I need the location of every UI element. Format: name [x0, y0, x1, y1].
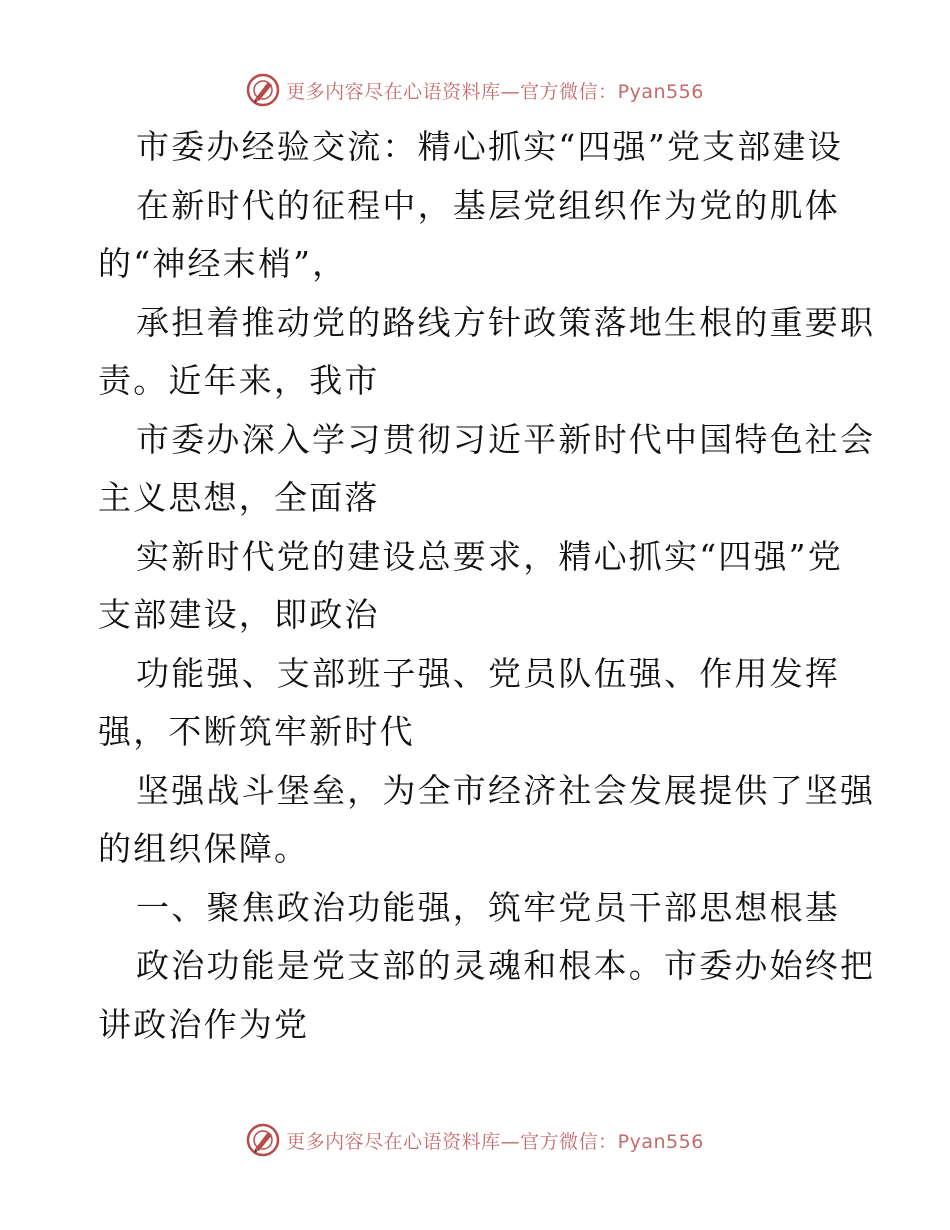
watermark-banner-top [0, 70, 950, 110]
document-line: 市委办经验交流：精心抓实“四强”党支部建设 [136, 127, 843, 166]
document-line: 实新时代党的建设总要求，精心抓实“四强”党 [136, 536, 843, 576]
document-line: 市委办深入学习贯彻习近平新时代中国特色社会 [136, 419, 876, 459]
document-line: 功能强、支部班子强、党员队伍强、作用发挥 [136, 653, 840, 693]
watermark-banner-bottom [0, 1120, 950, 1160]
document-body [98, 118, 876, 1054]
document-line: 一、聚焦政治功能强，筑牢党员干部思想根基 [136, 887, 840, 927]
pen-nib-logo-icon [246, 73, 280, 107]
watermark-text: 更多内容尽在心语资料库—官方微信：Pyan556 [286, 80, 704, 103]
document-line: 主义思想，全面落 [98, 478, 380, 517]
document-line: 强，不断筑牢新时代 [98, 712, 415, 751]
document-line: 责。近年来，我市 [98, 361, 380, 400]
document-line: 承担着推动党的路线方针政策落地生根的重要职 [136, 302, 876, 342]
document-line: 坚强战斗堡垒，为全市经济社会发展提供了坚强 [136, 770, 876, 810]
document-line: 的“神经末梢”， [98, 244, 348, 283]
document-line: 支部建设，即政治 [98, 595, 380, 634]
document-line: 在新时代的征程中，基层党组织作为党的肌体 [136, 185, 840, 225]
document-line: 讲政治作为党 [98, 1004, 310, 1044]
document-line: 的组织保障。 [98, 829, 310, 868]
document-line: 政治功能是党支部的灵魂和根本。市委办始终把 [136, 946, 876, 985]
pen-nib-logo-icon [246, 1123, 280, 1157]
watermark-text: 更多内容尽在心语资料库—官方微信：Pyan556 [286, 1130, 704, 1153]
